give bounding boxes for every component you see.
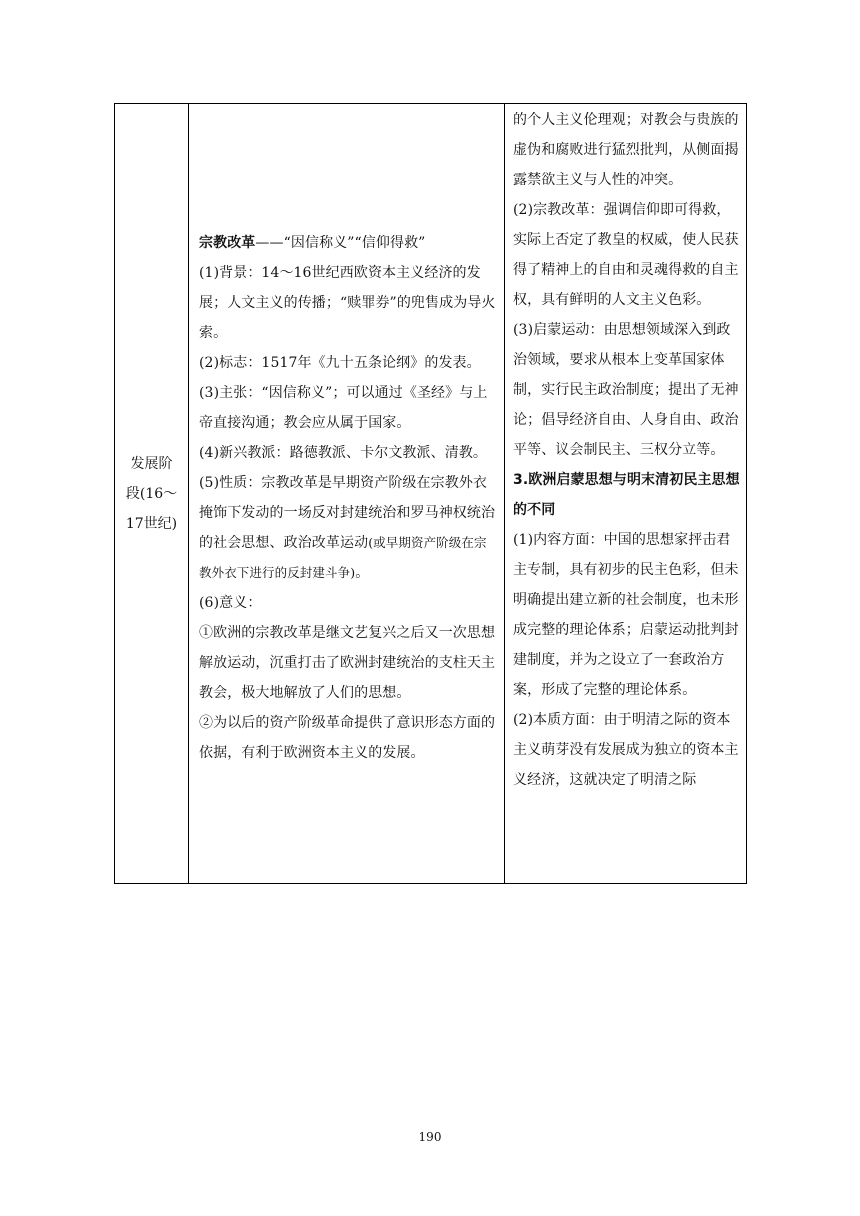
reformation-significance-title: (6)意义： <box>199 595 262 611</box>
stage-label: 发展阶 段(16～ 17世纪) <box>125 455 178 532</box>
reformation-nature-note: (或早期资产阶级在宗教外衣下进行的反封建斗争) <box>199 535 487 580</box>
table-row <box>115 104 747 884</box>
stage-cell <box>115 104 189 884</box>
reformation-significance-1: ①欧洲的宗教改革是继文艺复兴之后又一次思想解放运动，沉重打击了欧洲封建统治的支柱天主教会，极大地解放了人们的思想。 <box>199 625 496 701</box>
reformation-sign: (2)标志：1517年《九十五条论纲》的发表。 <box>199 355 481 371</box>
reformation-claims: (3)主张：“因信称义”；可以通过《圣经》与上帝直接沟通；教会应从属于国家。 <box>199 385 488 431</box>
comparison-paragraph-5: (2)本质方面：由于明清之际的资本主义萌芽没有发展成为独立的资本主义经济，这就决定了明清之际 <box>513 712 739 788</box>
comparison-paragraph-1: 的个人主义伦理观；对教会与贵族的虚伪和腐败进行猛烈批判，从侧面揭露禁欲主义与人性的冲突。 <box>513 112 739 188</box>
reformation-background: (1)背景：14～16世纪西欧资本主义经济的发展；人文主义的传播；“赎罪券”的兜售成为导火索。 <box>199 265 496 341</box>
content-table <box>114 103 747 884</box>
reformation-nature <box>199 468 496 588</box>
reformation-nature-main: (5)性质：宗教改革是早期资产阶级在宗教外衣掩饰下发动的一场反对封建统治和罗马神权统治的社会思想、政治改革运动 <box>199 475 496 551</box>
comparison-paragraph-4: (1)内容方面：中国的思想家抨击君主专制，具有初步的民主色彩，但未明确提出建立新的社会制度，也未形成完整的理论体系；启蒙运动批判封建制度，并为之设立了一套政治方案，形成了完整的理论体系。 <box>513 532 739 698</box>
reformation-title-strong: 宗教改革 <box>199 235 256 251</box>
reformation-significance-2: ②为以后的资产阶级革命提供了意识形态方面的依据，有利于欧洲资本主义的发展。 <box>199 715 496 761</box>
reformation-cell <box>189 104 505 884</box>
reformation-new-sects: (4)新兴教派：路德教派、卡尔文教派、清教。 <box>199 445 488 461</box>
reformation-nature-end: 。 <box>355 565 370 581</box>
comparison-cell <box>505 104 747 884</box>
comparison-paragraph-3: (3)启蒙运动：由思想领域深入到政治领域，要求从根本上变革国家体制，实行民主政治制度；提出了无神论；倡导经济自由、人身自由、政治平等、议会制民主、三权分立等。 <box>513 322 739 458</box>
page-number: 190 <box>418 1130 442 1144</box>
comparison-paragraph-2: (2)宗教改革：强调信仰即可得救，实际上否定了教皇的权威，使人民获得了精神上的自由和灵魂得救的自主权，具有鲜明的人文主义色彩。 <box>513 202 739 308</box>
reformation-title <box>199 228 496 258</box>
reformation-title-rest: ——“因信称义”“信仰得救” <box>255 235 426 251</box>
comparison-heading: 3.欧洲启蒙思想与明末清初民主思想的不同 <box>513 472 740 518</box>
